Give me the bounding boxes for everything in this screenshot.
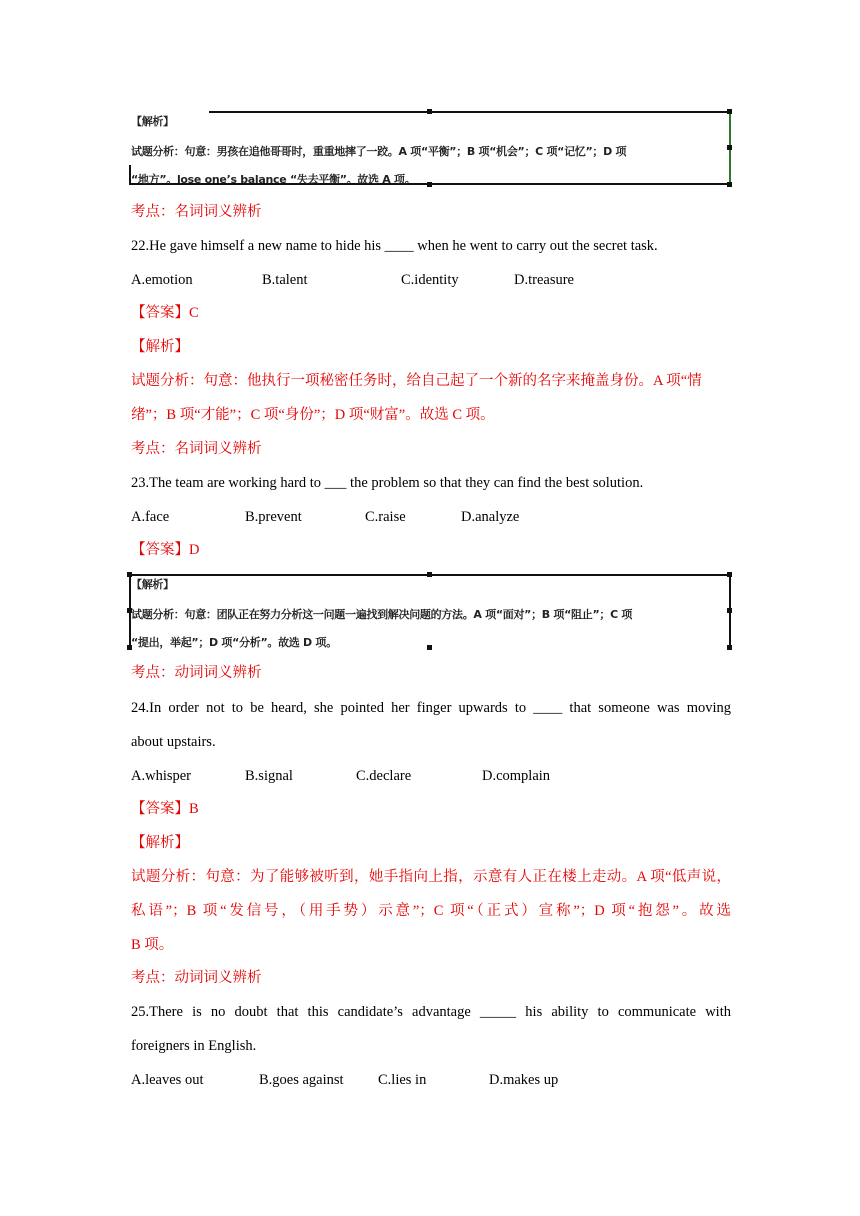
analysis-text: 试题分析：句意：为了能够被听到，她手指向上指，示意有人正在楼上走动。A 项“低声说， <box>131 869 731 885</box>
question-24-stem: 24.In order not to be heard, she pointed her finger upwards to ____ that someone was moving <box>131 700 731 716</box>
option-a: A.emotion <box>131 272 193 288</box>
knowledge-point: 考点：动词词义辨析 <box>131 665 262 681</box>
analysis-label: 【解析】 <box>131 835 189 851</box>
knowledge-point: 考点：动词词义辨析 <box>131 970 262 986</box>
image-analysis-line: 试题分析：句意：团队正在努力分析这一问题一遍找到解决问题的方法。A 项“面对”；B 项“阻止”；C 项 <box>131 608 633 621</box>
question-23-stem: 23.The team are working hard to ___ the problem so that they can find the best solution. <box>131 475 644 491</box>
image-analysis-header: 【解析】 <box>131 115 174 128</box>
analysis-text: B 项。 <box>131 937 174 953</box>
option-c: C.declare <box>356 768 412 784</box>
option-d: D.makes up <box>489 1072 559 1088</box>
analysis-image-21 <box>129 111 729 185</box>
image-analysis-line: “地方”。lose one’s balance “失去平衡”。故选 A 项。 <box>131 173 416 186</box>
option-a: A.leaves out <box>131 1072 204 1088</box>
answer-label: 【答案】C <box>131 305 199 321</box>
option-a: A.face <box>131 509 170 525</box>
image-analysis-line: 试题分析：句意：男孩在追他哥哥时，重重地摔了一跤。A 项“平衡”；B 项“机会”；C 项“记忆”；D 项 <box>131 145 627 158</box>
option-d: D.complain <box>482 768 551 784</box>
analysis-text: 试题分析：句意：他执行一项秘密任务时，给自己起了一个新的名字来掩盖身份。A 项“情 <box>131 373 702 389</box>
image-analysis-line: “提出，举起”；D 项“分析”。故选 D 项。 <box>131 636 337 649</box>
option-c: C.identity <box>401 272 459 288</box>
option-b: B.talent <box>262 272 308 288</box>
option-d: D.treasure <box>514 272 574 288</box>
question-25-stem: 25.There is no doubt that this candidate’s advantage _____ his ability to communicate with <box>131 1004 731 1020</box>
knowledge-point: 考点：名词词义辨析 <box>131 441 262 457</box>
question-24-stem-cont: about upstairs. <box>131 734 216 750</box>
analysis-label: 【解析】 <box>131 339 189 355</box>
option-c: C.lies in <box>378 1072 427 1088</box>
image-analysis-header: 【解析】 <box>131 578 174 591</box>
analysis-image-23 <box>129 574 729 648</box>
analysis-text: 绪”；B 项“才能”；C 项“身份”；D 项“财富”。故选 C 项。 <box>131 407 495 423</box>
question-22-stem: 22.He gave himself a new name to hide his ____ when he went to carry out the secret task. <box>131 238 658 254</box>
option-a: A.whisper <box>131 768 192 784</box>
analysis-text: 私语”；B 项“发信号，（用手势）示意”；C 项“（正式）宣称”；D 项“抱怨”。故选 <box>131 903 731 919</box>
option-c: C.raise <box>365 509 406 525</box>
question-25-stem-cont: foreigners in English. <box>131 1038 257 1054</box>
option-d: D.analyze <box>461 509 520 525</box>
option-b: B.prevent <box>245 509 302 525</box>
answer-label: 【答案】B <box>131 801 199 817</box>
knowledge-point: 考点：名词词义辨析 <box>131 204 262 220</box>
option-b: B.goes against <box>259 1072 344 1088</box>
answer-label: 【答案】D <box>131 542 200 558</box>
option-b: B.signal <box>245 768 293 784</box>
